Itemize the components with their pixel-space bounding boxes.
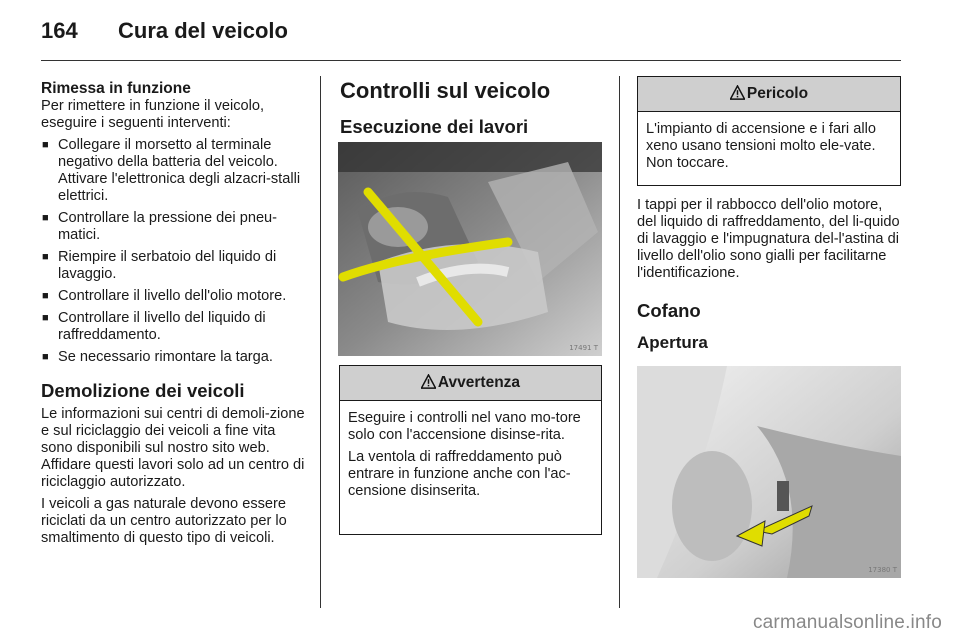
section-heading-rimessa: Rimessa in funzione: [41, 80, 191, 97]
section-heading-demolizione: Demolizione dei veicoli: [41, 380, 245, 401]
list-item: ■ Se necessario rimontare la targa.: [41, 349, 309, 366]
warning-box-header: [340, 366, 601, 401]
list-item: ■ Controllare la pressione dei pneu-matici.: [41, 210, 309, 244]
section-intro: Per rimettere in funzione il veicolo, eseguire i seguenti interventi:: [41, 98, 265, 131]
column-divider-left: [320, 76, 321, 608]
page-title: Cura del veicolo: [118, 18, 288, 43]
image-code: 17380 T: [868, 566, 897, 574]
subheading-esecuzione: Esecuzione dei lavori: [340, 116, 529, 137]
header-rule: [41, 60, 901, 61]
image-code: 17491 T: [569, 344, 598, 352]
watermark: carmanualsonline.info: [752, 612, 942, 633]
warning-triangle-icon: [421, 374, 436, 389]
column-divider-right: [619, 76, 620, 608]
middle-column: [340, 78, 602, 148]
danger-box-header: [638, 77, 900, 112]
warning-text: La ventola di raffreddamento può entrare in funzione anche con l'ac-censione disinserita.: [348, 449, 571, 499]
hood-release-photo: [637, 366, 901, 578]
warning-text: Eseguire i controlli nel vano mo-tore solo con l'accensione disinse-rita.: [348, 410, 581, 443]
danger-text: L'impianto di accensione e i fari allo xeno usano tensioni molto ele-vate. Non toccare.: [646, 121, 876, 171]
left-column: [41, 80, 309, 552]
warning-box-title: Avvertenza: [437, 374, 521, 391]
warning-box: [339, 365, 602, 535]
subheading-apertura: Apertura: [637, 333, 708, 352]
checklist: [41, 137, 309, 366]
page-number: 164: [41, 18, 78, 43]
warning-triangle-icon: [730, 85, 745, 100]
section-heading-controlli: Controlli sul veicolo: [340, 78, 551, 103]
list-item: ■ Controllare il livello dell'olio motore.: [41, 288, 309, 305]
list-item: ■ Riempire il serbatoio del liquido di lavaggio.: [41, 249, 309, 283]
section-heading-cofano: Cofano: [637, 300, 701, 321]
engine-bay-photo: [338, 142, 602, 356]
list-item: ■ Collegare il morsetto al terminale negativo della batteria del veicolo. Attivare l'elettronica degli alzacri-stalli elettrici.: [41, 137, 309, 205]
danger-box-title: Pericolo: [746, 85, 809, 102]
paragraph: Le informazioni sui centri di demoli-zione e sul riciclaggio dei veicoli a fine vita sono disponibili sul nostro sito web. Affidare questi lavori solo ad un centro di riciclaggio autorizzato.: [41, 406, 305, 490]
right-column: [637, 197, 901, 352]
list-item: ■ Controllare il livello del liquido di raffreddamento.: [41, 310, 309, 344]
paragraph: I veicoli a gas naturale devono essere riciclati da un centro autorizzato per lo smaltimento di questo tipo di veicoli.: [41, 496, 287, 546]
paragraph: I tappi per il rabbocco dell'olio motore, del liquido di raffreddamento, del li-quido di lavaggio e l'impugnatura del-l'astina di livello dell'olio sono gialli per facilitarne l'identificazione.: [637, 197, 900, 281]
danger-box: [637, 76, 901, 186]
